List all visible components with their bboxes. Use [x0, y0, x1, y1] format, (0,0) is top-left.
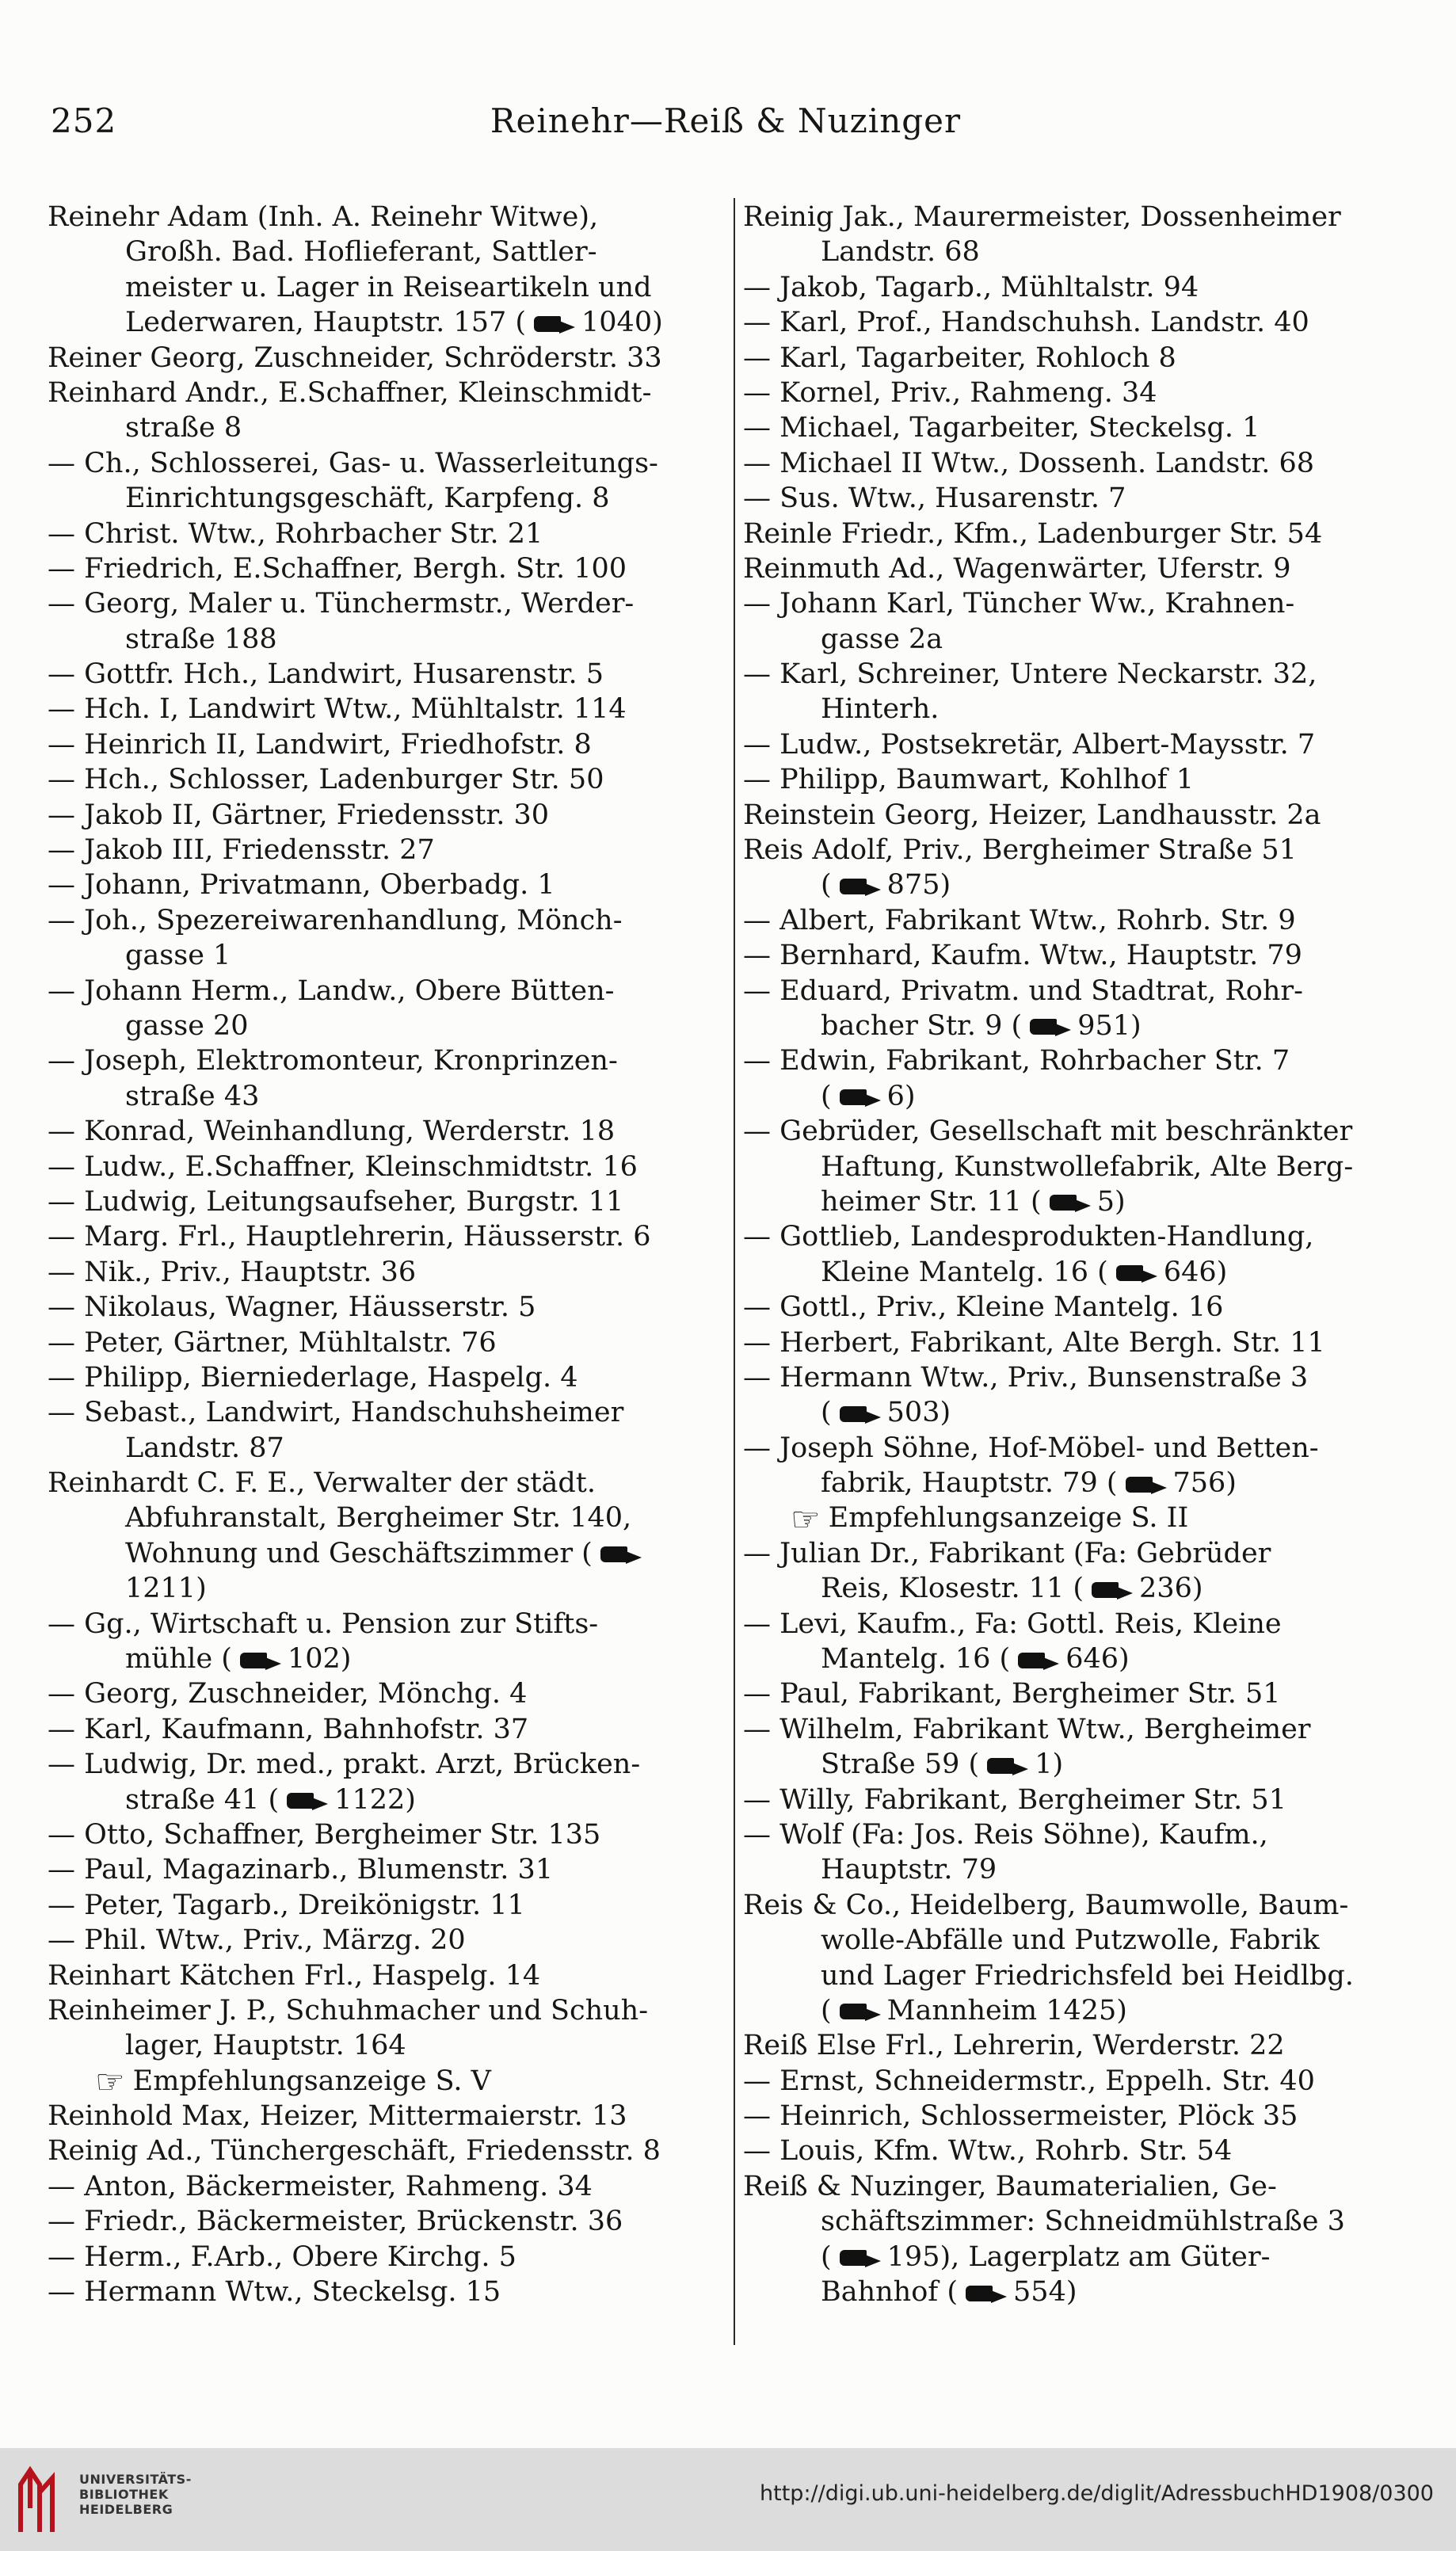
directory-entry-line — [743, 2099, 1402, 2133]
entry-text: Wohnung und Geschäftszimmer ( — [125, 1537, 593, 1569]
directory-entry-line — [743, 446, 1402, 481]
directory-entry-line — [743, 1255, 1402, 1290]
entry-text: fabrik, Hauptstr. 79 ( — [821, 1467, 1118, 1500]
directory-entry-line — [743, 622, 1402, 657]
left-column — [48, 200, 707, 2370]
directory-entry-line — [48, 1009, 707, 1043]
directory-entry-line — [743, 1993, 1402, 2028]
entry-text: Reiß Else Frl., Lehrerin, Werderstr. 22 — [743, 2030, 1285, 2062]
entry-text: Reinheimer J. P., Schuhmacher und Schuh- — [48, 1994, 649, 2027]
entry-text: Reinehr Adam (Inh. A. Reinehr Witwe), — [48, 201, 599, 233]
entry-text: — Joh., Spezereiwarenhandlung, Mönch- — [48, 904, 623, 936]
entry-text: Landstr. 68 — [821, 236, 980, 269]
directory-entry-line — [48, 481, 707, 516]
telephone-icon — [1111, 1263, 1161, 1283]
logo-line-3: HEIDELBERG — [79, 2502, 173, 2517]
entry-text: — Philipp, Baumwart, Kohlhof 1 — [743, 764, 1195, 796]
phone-number: 6) — [886, 1080, 916, 1112]
directory-entry-line — [743, 1607, 1402, 1642]
telephone-icon — [282, 1790, 331, 1811]
phone-number: Mannheim 1425) — [886, 1994, 1127, 2027]
entry-text: — Albert, Fabrikant Wtw., Rohrb. Str. 9 — [743, 904, 1296, 936]
entry-text: meister u. Lager in Reiseartikeln und — [125, 271, 652, 303]
entry-text: — Eduard, Privatm. und Stadtrat, Rohr- — [743, 974, 1303, 1007]
entry-text: Reis, Klosestr. 11 ( — [821, 1573, 1084, 1605]
entry-text: — Friedr., Bäckermeister, Brückenstr. 36 — [48, 2206, 623, 2238]
entry-text: ( — [821, 2240, 832, 2273]
phone-number: 1122) — [334, 1783, 416, 1816]
entry-text: Reinhard Andr., E.Schaffner, Kleinschmidt- — [48, 376, 652, 409]
telephone-icon — [982, 1756, 1031, 1776]
entry-text: straße 43 — [125, 1080, 260, 1112]
directory-entry-line — [743, 974, 1402, 1009]
telephone-icon — [235, 1650, 284, 1671]
directory-entry-line — [743, 1290, 1402, 1325]
phone-number: 1040) — [581, 307, 663, 339]
entry-text: mühle ( — [125, 1643, 232, 1676]
telephone-icon — [961, 2283, 1010, 2304]
directory-entry-line — [743, 410, 1402, 445]
entry-text: — Ch., Schlosserei, Gas- u. Wasserleitungs- — [48, 447, 658, 479]
entry-text: gasse 2a — [821, 623, 943, 655]
directory-entry-line — [743, 2204, 1402, 2239]
telephone-icon — [835, 2001, 884, 2022]
entry-text: — Levi, Kaufm., Fa: Gottl. Reis, Kleine — [743, 1607, 1282, 1640]
directory-entry-line — [743, 1325, 1402, 1360]
directory-entry-line — [743, 1676, 1402, 1711]
directory-entry-line — [743, 305, 1402, 340]
entry-text: Reinstein Georg, Heizer, Landhausstr. 2a — [743, 799, 1321, 831]
logo-line-1: UNIVERSITÄTS- — [79, 2472, 192, 2487]
directory-entry-line — [743, 1817, 1402, 1852]
phone-number: 1) — [1035, 1748, 1064, 1781]
entry-text: Reinhold Max, Heizer, Mittermaierstr. 13 — [48, 2100, 627, 2133]
telephone-icon — [835, 876, 884, 897]
entry-text: — Christ. Wtw., Rohrbacher Str. 21 — [48, 517, 543, 550]
directory-entry-line — [48, 1993, 707, 2028]
entry-text: — Michael, Tagarbeiter, Steckelsg. 1 — [743, 412, 1260, 444]
directory-entry-line — [48, 867, 707, 902]
directory-entry-line — [48, 200, 707, 235]
directory-entry-line — [743, 200, 1402, 235]
entry-text: — Wolf (Fa: Jos. Reis Söhne), Kaufm., — [743, 1818, 1268, 1851]
directory-entry-line — [48, 692, 707, 726]
directory-entry-line — [48, 1219, 707, 1254]
entry-text: — Sebast., Landwirt, Handschuhsheimer — [48, 1397, 624, 1429]
telephone-icon — [835, 2248, 884, 2268]
directory-entry-line — [48, 1114, 707, 1149]
entry-text: — Hch. I, Landwirt Wtw., Mühltalstr. 114 — [48, 693, 627, 726]
directory-entry-line — [48, 903, 707, 938]
directory-entry-line — [743, 727, 1402, 762]
entry-text: — Karl, Kaufmann, Bahnhofstr. 37 — [48, 1713, 529, 1745]
entry-text: — Heinrich, Schlossermeister, Plöck 35 — [743, 2100, 1298, 2133]
directory-entry-line — [48, 1500, 707, 1535]
entry-text: wolle-Abfälle und Putzwolle, Fabrik — [821, 1924, 1320, 1957]
directory-entry-line — [48, 1676, 707, 1711]
directory-entry-line — [743, 1150, 1402, 1184]
entry-text: Reiner Georg, Zuschneider, Schröderstr. 33 — [48, 341, 662, 374]
directory-entry-line — [48, 1888, 707, 1923]
entry-text: — Kornel, Priv., Rahmeng. 34 — [743, 376, 1157, 409]
entry-text: ( — [821, 1080, 832, 1112]
entry-text: — Gottlieb, Landesprodukten-Handlung, — [743, 1221, 1314, 1253]
directory-entry-line — [48, 762, 707, 797]
phone-number: 951) — [1077, 1009, 1142, 1042]
directory-entry-line — [48, 657, 707, 692]
entry-text: Reinle Friedr., Kfm., Ladenburger Str. 54 — [743, 517, 1323, 550]
directory-entry-line — [48, 410, 707, 445]
page-header — [51, 101, 1401, 165]
directory-entry-line — [48, 1783, 707, 1817]
entry-text: — Joseph, Elektromonteur, Kronprinzen- — [48, 1045, 618, 1077]
entry-text: Reinhardt C. F. E., Verwalter der städt. — [48, 1467, 596, 1500]
directory-entry-line — [743, 481, 1402, 516]
telephone-icon — [1025, 1016, 1074, 1037]
directory-entry-line — [743, 798, 1402, 833]
directory-entry-line — [743, 903, 1402, 938]
directory-entry-line — [743, 270, 1402, 305]
logo-line-2: BIBLIOTHEK — [79, 2487, 169, 2502]
telephone-icon — [1045, 1192, 1094, 1213]
entry-text: straße 8 — [125, 412, 242, 444]
entry-text: und Lager Friedrichsfeld bei Heidlbg. — [821, 1959, 1354, 1992]
entry-text: — Wilhelm, Fabrikant Wtw., Bergheimer — [743, 1713, 1311, 1745]
entry-text: — Gottfr. Hch., Landwirt, Husarenstr. 5 — [48, 658, 604, 691]
entry-text: — Karl, Schreiner, Untere Neckarstr. 32, — [743, 658, 1317, 691]
directory-entry-line — [743, 2133, 1402, 2168]
phone-number: 646) — [1065, 1643, 1130, 1676]
directory-entry-line — [48, 517, 707, 551]
entry-text: — Peter, Gärtner, Mühltalstr. 76 — [48, 1326, 497, 1359]
directory-entry-line — [48, 341, 707, 376]
entry-text: — Joseph Söhne, Hof-Möbel- und Betten- — [743, 1432, 1319, 1464]
entry-text: — Ludwig, Dr. med., prakt. Arzt, Brücken- — [48, 1748, 641, 1781]
directory-entry-line — [48, 727, 707, 762]
entry-text: 1211) — [125, 1573, 207, 1605]
directory-entry-line — [48, 622, 707, 657]
entry-text: — Karl, Tagarbeiter, Rohloch 8 — [743, 341, 1176, 374]
directory-entry-line — [48, 1747, 707, 1782]
entry-text: — Marg. Frl., Hauptlehrerin, Häusserstr. 6 — [48, 1221, 651, 1253]
library-logo-icon — [14, 2461, 60, 2540]
directory-columns — [48, 200, 1412, 2370]
entry-text: Reinmuth Ad., Wagenwärter, Uferstr. 9 — [743, 552, 1291, 585]
directory-entry-line — [48, 2133, 707, 2168]
directory-entry-line — [48, 1184, 707, 1219]
directory-entry-line — [743, 235, 1402, 269]
advertisement-notice — [743, 1500, 1402, 1535]
telephone-icon — [835, 1404, 884, 1424]
source-url-link[interactable]: http://digi.ub.uni-heidelberg.de/diglit/AdressbuchHD1908/0300 — [760, 2481, 1434, 2506]
directory-entry-line — [743, 586, 1402, 621]
directory-entry-line — [48, 1607, 707, 1642]
entry-text: — Jakob II, Gärtner, Friedensstr. 30 — [48, 799, 549, 831]
entry-text: Empfehlungsanzeige S. II — [828, 1502, 1189, 1535]
directory-entry-line — [48, 1395, 707, 1430]
phone-number: 875) — [886, 869, 951, 902]
directory-entry-line — [743, 551, 1402, 586]
directory-entry-line — [48, 1360, 707, 1395]
running-head: Reinehr—Reiß & Nuzinger — [490, 101, 962, 140]
directory-entry-line — [743, 1219, 1402, 1254]
directory-entry-line — [743, 2169, 1402, 2204]
entry-text: ( — [821, 1397, 832, 1429]
entry-text: bacher Str. 9 ( — [821, 1009, 1023, 1042]
directory-entry-line — [743, 1043, 1402, 1078]
entry-text: Haftung, Kunstwollefabrik, Alte Berg- — [821, 1150, 1354, 1183]
directory-entry-line — [48, 2028, 707, 2063]
entry-text: Bahnhof ( — [821, 2276, 959, 2309]
directory-entry-line — [743, 1114, 1402, 1149]
telephone-icon — [835, 1087, 884, 1108]
directory-entry-line — [48, 446, 707, 481]
entry-text: — Michael II Wtw., Dossenh. Landstr. 68 — [743, 447, 1315, 479]
digitization-footer — [0, 2448, 1456, 2551]
entry-text: Hauptstr. 79 — [821, 1854, 997, 1886]
entry-text: — Edwin, Fabrikant, Rohrbacher Str. 7 — [743, 1045, 1290, 1077]
telephone-icon — [1087, 1580, 1136, 1600]
directory-entry-line — [743, 517, 1402, 551]
entry-text: Empfehlungsanzeige S. V — [132, 2065, 491, 2097]
directory-entry-line — [743, 1923, 1402, 1958]
entry-text: — Ludwig, Leitungsaufseher, Burgstr. 11 — [48, 1185, 624, 1218]
entry-text: Einrichtungsgeschäft, Karpfeng. 8 — [125, 482, 610, 515]
entry-text: Reis Adolf, Priv., Bergheimer Straße 51 — [743, 834, 1297, 867]
entry-text: Landstr. 87 — [125, 1432, 284, 1464]
entry-text: Reiß & Nuzinger, Baumaterialien, Ge- — [743, 2170, 1277, 2202]
entry-text: Straße 59 ( — [821, 1748, 980, 1781]
directory-entry-line — [48, 2169, 707, 2204]
entry-text: — Johann, Privatmann, Oberbadg. 1 — [48, 869, 555, 902]
library-logo-text — [79, 2472, 192, 2517]
entry-text: Hinterh. — [821, 693, 940, 726]
entry-text: Lederwaren, Hauptstr. 157 ( — [125, 307, 527, 339]
entry-text: ( — [821, 1994, 832, 2027]
directory-entry-line — [743, 938, 1402, 973]
phone-number: 503) — [886, 1397, 951, 1429]
entry-text: straße 188 — [125, 623, 277, 655]
telephone-icon — [1013, 1650, 1062, 1671]
entry-text: Reinhart Kätchen Frl., Haspelg. 14 — [48, 1959, 541, 1992]
entry-text: — Friedrich, E.Schaffner, Bergh. Str. 100 — [48, 552, 627, 585]
directory-entry-line — [48, 2240, 707, 2275]
entry-text: — Willy, Fabrikant, Bergheimer Str. 51 — [743, 1783, 1286, 1816]
directory-entry-line — [48, 586, 707, 621]
directory-entry-line — [48, 1255, 707, 1290]
entry-text: — Hermann Wtw., Steckelsg. 15 — [48, 2276, 501, 2309]
entry-text: — Phil. Wtw., Priv., Märzg. 20 — [48, 1924, 466, 1957]
phone-number: 646) — [1163, 1256, 1228, 1288]
phone-number: 756) — [1172, 1467, 1237, 1500]
directory-entry-line — [48, 974, 707, 1009]
entry-text: — Herm., F.Arb., Obere Kirchg. 5 — [48, 2240, 516, 2273]
directory-entry-line — [48, 1079, 707, 1114]
entry-text: — Bernhard, Kaufm. Wtw., Hauptstr. 79 — [743, 940, 1302, 972]
directory-entry-line — [743, 657, 1402, 692]
entry-text: — Paul, Magazinarb., Blumenstr. 31 — [48, 1854, 554, 1886]
entry-text: — Ernst, Schneidermstr., Eppelh. Str. 40 — [743, 2065, 1315, 2097]
directory-entry-line — [743, 1079, 1402, 1114]
directory-entry-line — [48, 1536, 707, 1571]
directory-entry-line — [743, 1571, 1402, 1606]
directory-entry-line — [743, 2064, 1402, 2099]
directory-entry-line — [48, 1712, 707, 1747]
entry-text: Reinig Ad., Tünchergeschäft, Friedensstr. 8 — [48, 2135, 661, 2168]
entry-text: — Ludw., E.Schaffner, Kleinschmidtstr. 16 — [48, 1150, 638, 1183]
entry-text: Abfuhranstalt, Bergheimer Str. 140, — [125, 1502, 632, 1535]
entry-text: — Paul, Fabrikant, Bergheimer Str. 51 — [743, 1678, 1281, 1710]
phone-number: 236) — [1139, 1573, 1203, 1605]
pointing-hand-icon: ☞ — [95, 2063, 125, 2099]
directory-entry-line — [743, 1184, 1402, 1219]
directory-entry-line — [48, 1571, 707, 1606]
phone-number: 102) — [287, 1643, 352, 1676]
right-column — [743, 200, 1402, 2370]
phone-number: 5) — [1096, 1185, 1126, 1218]
entry-text: lager, Hauptstr. 164 — [125, 2030, 406, 2062]
directory-entry-line — [48, 376, 707, 410]
entry-text: — Hch., Schlosser, Ladenburger Str. 50 — [48, 764, 604, 796]
directory-entry-line — [48, 551, 707, 586]
entry-text: Reis & Co., Heidelberg, Baumwolle, Baum- — [743, 1889, 1349, 1921]
entry-text: — Hermann Wtw., Priv., Bunsenstraße 3 — [743, 1361, 1309, 1394]
entry-text: — Johann Karl, Tüncher Ww., Krahnen- — [743, 588, 1295, 620]
entry-text: — Jakob III, Friedensstr. 27 — [48, 834, 435, 867]
directory-entry-line — [743, 1712, 1402, 1747]
directory-entry-line — [48, 1923, 707, 1958]
directory-entry-line — [48, 1043, 707, 1078]
directory-entry-line — [743, 1431, 1402, 1466]
directory-entry-line — [48, 2204, 707, 2239]
entry-text: — Nikolaus, Wagner, Häusserstr. 5 — [48, 1291, 536, 1324]
directory-entry-line — [743, 1642, 1402, 1676]
directory-entry-line — [48, 1290, 707, 1325]
entry-text: Großh. Bad. Hoflieferant, Sattler- — [125, 236, 597, 269]
entry-text: Reinig Jak., Maurermeister, Dossenheimer — [743, 201, 1341, 233]
directory-entry-line — [48, 798, 707, 833]
phone-number: 554) — [1013, 2276, 1077, 2309]
entry-text: — Julian Dr., Fabrikant (Fa: Gebrüder — [743, 1537, 1271, 1569]
advertisement-notice — [48, 2064, 707, 2099]
entry-text: — Heinrich II, Landwirt, Friedhofstr. 8 — [48, 728, 592, 761]
directory-entry-line — [48, 1466, 707, 1500]
directory-entry-line — [743, 1360, 1402, 1395]
directory-entry-line — [743, 2275, 1402, 2309]
directory-entry-line — [743, 692, 1402, 726]
directory-entry-line — [48, 938, 707, 973]
directory-entry-line — [743, 867, 1402, 902]
entry-text: — Konrad, Weinhandlung, Werderstr. 18 — [48, 1115, 616, 1148]
directory-entry-line — [743, 1009, 1402, 1043]
directory-entry-line — [743, 2240, 1402, 2275]
entry-text: — Karl, Prof., Handschuhsh. Landstr. 40 — [743, 307, 1309, 339]
directory-entry-line — [48, 270, 707, 305]
directory-entry-line — [48, 1150, 707, 1184]
directory-entry-line — [743, 1536, 1402, 1571]
directory-entry-line — [743, 1747, 1402, 1782]
directory-entry-line — [48, 1817, 707, 1852]
entry-text: — Louis, Kfm. Wtw., Rohrb. Str. 54 — [743, 2135, 1233, 2168]
page-number: 252 — [51, 101, 117, 140]
directory-entry-line — [743, 376, 1402, 410]
entry-text: gasse 20 — [125, 1009, 249, 1042]
telephone-icon — [1121, 1474, 1170, 1495]
entry-text: heimer Str. 11 ( — [821, 1185, 1042, 1218]
entry-text: — Peter, Tagarb., Dreikönigstr. 11 — [48, 1889, 525, 1921]
directory-entry-line — [48, 2275, 707, 2309]
directory-entry-line — [743, 1466, 1402, 1500]
entry-text: — Anton, Bäckermeister, Rahmeng. 34 — [48, 2170, 593, 2202]
directory-entry-line — [743, 341, 1402, 376]
directory-entry-line — [743, 1395, 1402, 1430]
entry-text: gasse 1 — [125, 940, 231, 972]
entry-text: — Nik., Priv., Hauptstr. 36 — [48, 1256, 417, 1288]
entry-text: Kleine Mantelg. 16 ( — [821, 1256, 1108, 1288]
entry-text: — Philipp, Bierniederlage, Haspelg. 4 — [48, 1361, 578, 1394]
directory-entry-line — [743, 833, 1402, 867]
directory-entry-line — [48, 1431, 707, 1466]
entry-text: — Georg, Zuschneider, Mönchg. 4 — [48, 1678, 528, 1710]
directory-entry-line — [48, 235, 707, 269]
directory-entry-line — [48, 833, 707, 867]
directory-entry-line — [743, 1958, 1402, 1993]
entry-text: — Johann Herm., Landw., Obere Bütten- — [48, 974, 615, 1007]
directory-entry-line — [743, 762, 1402, 797]
entry-text: — Otto, Schaffner, Bergheimer Str. 135 — [48, 1818, 601, 1851]
directory-entry-line — [48, 1325, 707, 1360]
entry-text: straße 41 ( — [125, 1783, 280, 1816]
entry-text: — Gottl., Priv., Kleine Mantelg. 16 — [743, 1291, 1224, 1324]
pointing-hand-icon: ☞ — [791, 1500, 821, 1536]
entry-text: Mantelg. 16 ( — [821, 1643, 1011, 1676]
entry-text: — Georg, Maler u. Tünchermstr., Werder- — [48, 588, 635, 620]
directory-entry-line — [48, 305, 707, 340]
entry-text: — Gebrüder, Gesellschaft mit beschränkter — [743, 1115, 1353, 1148]
directory-entry-line — [48, 1852, 707, 1887]
directory-entry-line — [48, 1642, 707, 1676]
entry-text: — Gg., Wirtschaft u. Pension zur Stifts- — [48, 1607, 599, 1640]
entry-text: ( — [821, 869, 832, 902]
entry-text: schäftszimmer: Schneidmühlstraße 3 — [821, 2206, 1345, 2238]
telephone-icon — [529, 314, 578, 334]
directory-entry-line — [743, 1888, 1402, 1923]
directory-entry-line — [743, 1783, 1402, 1817]
phone-number: 195), Lagerplatz am Güter- — [886, 2240, 1271, 2273]
telephone-icon — [596, 1544, 645, 1565]
directory-entry-line — [743, 2028, 1402, 2063]
entry-text: — Herbert, Fabrikant, Alte Bergh. Str. 11 — [743, 1326, 1325, 1359]
directory-entry-line — [743, 1852, 1402, 1887]
directory-entry-line — [48, 1958, 707, 1993]
entry-text: — Ludw., Postsekretär, Albert-Maysstr. 7 — [743, 728, 1316, 761]
entry-text: — Sus. Wtw., Husarenstr. 7 — [743, 482, 1126, 515]
entry-text: — Jakob, Tagarb., Mühltalstr. 94 — [743, 271, 1199, 303]
directory-entry-line — [48, 2099, 707, 2133]
